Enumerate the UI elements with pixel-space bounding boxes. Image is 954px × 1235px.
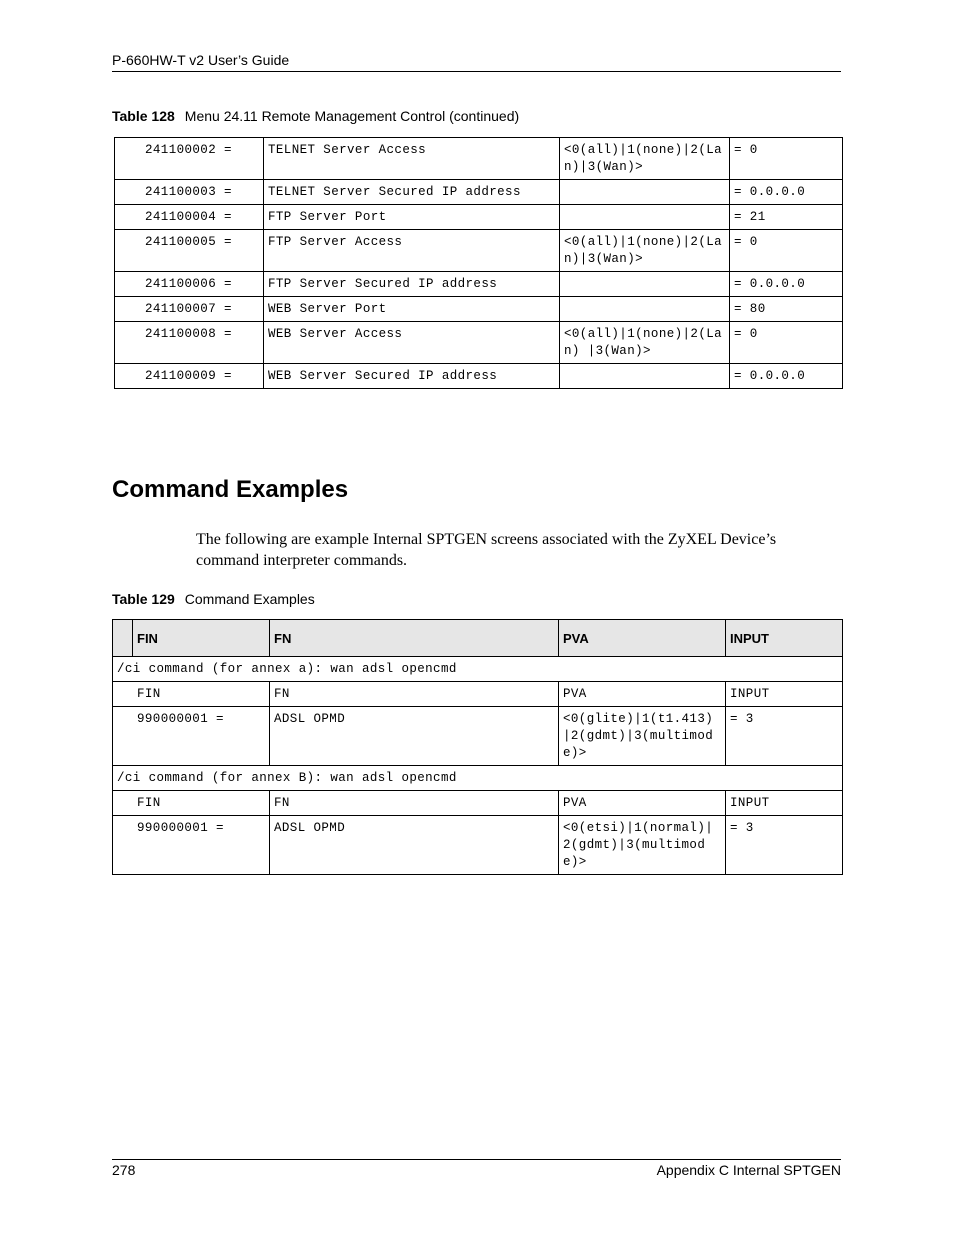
header-fn: FN (270, 620, 559, 657)
sub-header-row (113, 791, 843, 816)
pva-cell: <0(all)|1(none)|2(Lan)|3(Wan)> (560, 138, 730, 180)
section-heading: Command Examples (112, 476, 349, 503)
table-row (115, 297, 843, 322)
header-input: INPUT (726, 620, 843, 657)
fin-cell: 241100005 = (115, 230, 264, 272)
input-cell: = 0 (730, 322, 843, 364)
input-cell: = 0 (730, 138, 843, 180)
header-pva: PVA (559, 620, 726, 657)
sub-header-input: INPUT (726, 791, 843, 816)
table-129-title: Command Examples (184, 591, 315, 607)
table-128-caption (112, 108, 519, 124)
fin-cell: 241100004 = (115, 205, 264, 230)
fn-cell: FTP Server Secured IP address (264, 272, 560, 297)
table-row (115, 364, 843, 389)
header-blank-cell (113, 620, 133, 657)
fn-cell: FTP Server Port (264, 205, 560, 230)
sub-header-pva: PVA (559, 682, 726, 707)
sub-header-fin: FIN (113, 791, 270, 816)
command-line: /ci command (for annex B): wan adsl opencmd (113, 766, 843, 791)
fn-cell: FTP Server Access (264, 230, 560, 272)
pva-cell (560, 297, 730, 322)
fn-cell: ADSL OPMD (270, 707, 559, 766)
fin-cell: 990000001 = (113, 816, 270, 875)
sub-header-fn: FN (270, 791, 559, 816)
pva-cell: <0(glite)|1(t1.413)|2(gdmt)|3(multimode)> (559, 707, 726, 766)
input-cell: = 0.0.0.0 (730, 180, 843, 205)
fin-cell: 241100002 = (115, 138, 264, 180)
table-row (115, 322, 843, 364)
command-row (113, 766, 843, 791)
pva-cell (560, 364, 730, 389)
fn-cell: WEB Server Access (264, 322, 560, 364)
fn-cell: WEB Server Port (264, 297, 560, 322)
command-row (113, 657, 843, 682)
fin-cell: 241100006 = (115, 272, 264, 297)
table-row (115, 272, 843, 297)
sub-header-pva: PVA (559, 791, 726, 816)
sub-header-fin: FIN (113, 682, 270, 707)
sub-header-row (113, 682, 843, 707)
sub-header-fn: FN (270, 682, 559, 707)
input-cell: = 3 (726, 816, 843, 875)
pva-cell (560, 205, 730, 230)
table-header-row (113, 620, 843, 657)
header-fin: FIN (133, 620, 270, 657)
pva-cell: <0(all)|1(none)|2(Lan)|3(Wan)> (560, 230, 730, 272)
fin-cell: 241100003 = (115, 180, 264, 205)
table-row (115, 230, 843, 272)
fin-cell: 241100009 = (115, 364, 264, 389)
sub-header-input: INPUT (726, 682, 843, 707)
table-row (115, 205, 843, 230)
fn-cell: ADSL OPMD (270, 816, 559, 875)
table-128 (114, 137, 843, 389)
command-line: /ci command (for annex a): wan adsl opencmd (113, 657, 843, 682)
fin-cell: 241100007 = (115, 297, 264, 322)
table-row (115, 180, 843, 205)
table-128-title: Menu 24.11 Remote Management Control (continued) (184, 108, 520, 124)
table-129-label: Table 129 (112, 591, 175, 607)
fin-cell: 241100008 = (115, 322, 264, 364)
input-cell: = 0.0.0.0 (730, 272, 843, 297)
input-cell: = 80 (730, 297, 843, 322)
header-rule (112, 71, 841, 72)
table-129-caption (112, 591, 315, 607)
table-row (115, 138, 843, 180)
input-cell: = 0.0.0.0 (730, 364, 843, 389)
fn-cell: TELNET Server Secured IP address (264, 180, 560, 205)
footer-section-title: Appendix C Internal SPTGEN (656, 1162, 841, 1178)
intro-paragraph: The following are example Internal SPTGEN screens associated with the ZyXEL Device’s command interpreter commands. (196, 531, 777, 569)
pva-cell: <0(etsi)|1(normal)|2(gdmt)|3(multimode)> (559, 816, 726, 875)
pva-cell (560, 272, 730, 297)
fn-cell: WEB Server Secured IP address (264, 364, 560, 389)
fn-cell: TELNET Server Access (264, 138, 560, 180)
running-header-title: P-660HW-T v2 User’s Guide (112, 52, 290, 68)
footer-rule (112, 1159, 841, 1160)
input-cell: = 21 (730, 205, 843, 230)
table-128-label: Table 128 (112, 108, 175, 124)
table-row (113, 707, 843, 766)
fin-cell: 990000001 = (113, 707, 270, 766)
table-row (113, 816, 843, 875)
input-cell: = 0 (730, 230, 843, 272)
pva-cell (560, 180, 730, 205)
input-cell: = 3 (726, 707, 843, 766)
pva-cell: <0(all)|1(none)|2(Lan) |3(Wan)> (560, 322, 730, 364)
page-number: 278 (112, 1162, 136, 1178)
table-129 (112, 619, 843, 875)
